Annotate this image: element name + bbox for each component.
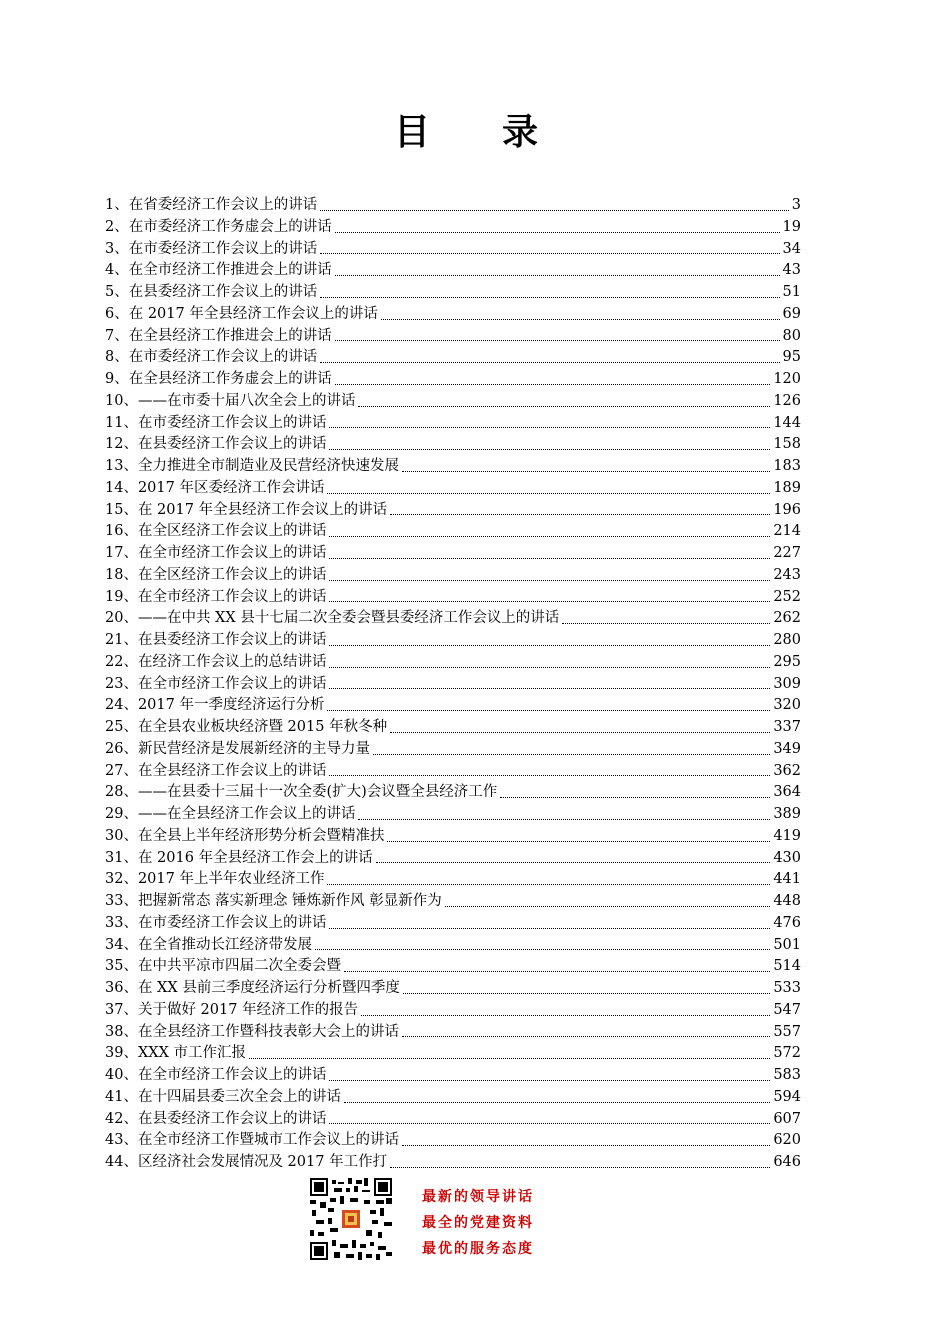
toc-dot-leader — [329, 667, 770, 668]
toc-entry[interactable] — [105, 456, 801, 478]
toc-entry-title: 37、关于做好 2017 年经济工作的报告 — [105, 1001, 359, 1018]
toc-entry-page: 572 — [773, 1045, 801, 1062]
slogan-line: 最新的领导讲话 — [422, 1189, 534, 1205]
toc-entry-page: 514 — [773, 958, 801, 975]
slogans — [422, 1184, 534, 1262]
toc-dot-leader — [562, 623, 770, 624]
toc-entry-page: 120 — [773, 371, 801, 387]
toc-entry-title: 43、在全市经济工作暨城市工作会议上的讲话 — [105, 1132, 399, 1149]
toc-dot-leader — [500, 797, 770, 798]
toc-entry[interactable] — [105, 695, 801, 717]
toc-entry-page: 476 — [773, 914, 801, 931]
toc-entry-page: 80 — [782, 327, 801, 344]
toc-entry[interactable] — [105, 391, 801, 413]
toc-entry-page: 448 — [773, 893, 801, 909]
toc-entry[interactable] — [105, 434, 801, 456]
toc-entry-page: 501 — [773, 936, 801, 953]
toc-dot-leader — [376, 862, 771, 863]
toc-entry[interactable] — [105, 1065, 801, 1087]
toc-entry[interactable] — [105, 869, 801, 891]
toc-entry-title: 23、在全市经济工作会议上的讲话 — [105, 675, 327, 692]
toc-entry-page: 280 — [773, 632, 801, 648]
toc-entry[interactable] — [105, 413, 801, 435]
toc-dot-leader — [390, 514, 770, 515]
toc-dot-leader — [445, 906, 771, 907]
toc-entry[interactable] — [105, 826, 801, 848]
toc-dot-leader — [329, 928, 770, 929]
toc-entry[interactable] — [105, 761, 801, 783]
toc-entry-title: 17、在全市经济工作会议上的讲话 — [105, 545, 327, 561]
toc-entry-title: 42、在县委经济工作会议上的讲话 — [105, 1110, 327, 1127]
toc-entry[interactable] — [105, 195, 801, 217]
toc-entry-page: 349 — [773, 740, 801, 757]
toc-entry-page: 196 — [773, 501, 801, 518]
toc-entry[interactable] — [105, 978, 801, 1000]
toc-dot-leader — [335, 275, 780, 276]
toc-entry-title: 9、在全县经济工作务虚会上的讲话 — [105, 371, 332, 387]
toc-entry-title: 28、——在县委十三届十一次全委(扩大)会议暨全县经济工作 — [105, 784, 498, 801]
toc-entry-title: 14、2017 年区委经济工作会讲话 — [105, 479, 325, 496]
toc-dot-leader — [344, 1102, 770, 1103]
toc-entry-page: 126 — [773, 392, 801, 409]
toc-entry-page: 19 — [782, 218, 801, 235]
toc-entry-page: 583 — [773, 1067, 801, 1083]
toc-dot-leader — [329, 558, 770, 559]
toc-dot-leader — [402, 471, 770, 472]
toc-entry-title: 35、在中共平凉市四届二次全委会暨 — [105, 958, 341, 975]
toc-entry-page: 69 — [782, 305, 801, 322]
toc-entry-title: 1、在省委经济工作会议上的讲话 — [105, 197, 318, 213]
toc-entry-page: 594 — [773, 1088, 801, 1105]
toc-entry-title: 16、在全区经济工作会议上的讲话 — [105, 523, 327, 540]
promo-block — [310, 1178, 630, 1263]
qr-code-icon — [310, 1178, 392, 1260]
toc-entry-page: 362 — [773, 762, 801, 779]
toc-dot-leader — [320, 210, 789, 211]
toc-entry-title: 25、在全县农业板块经济暨 2015 年秋冬种 — [105, 719, 388, 735]
toc-entry-title: 8、在市委经济工作会议上的讲话 — [105, 349, 318, 366]
toc-entry-title: 7、在全县经济工作推进会上的讲话 — [105, 327, 332, 344]
toc-dot-leader — [327, 710, 770, 711]
toc-entry[interactable] — [105, 217, 801, 239]
toc-entry-title: 32、2017 年上半年农业经济工作 — [105, 871, 325, 888]
toc-entry-title: 11、在市委经济工作会议上的讲话 — [105, 414, 327, 431]
toc-entry[interactable] — [105, 956, 801, 978]
toc-entry-title: 10、——在市委十届八次全会上的讲话 — [105, 392, 356, 409]
toc-dot-leader — [327, 493, 770, 494]
toc-entry[interactable] — [105, 1130, 801, 1152]
toc-entry-title: 13、全力推进全市制造业及民营经济快速发展 — [105, 458, 399, 474]
toc-entry[interactable] — [105, 608, 801, 630]
toc-dot-leader — [402, 1036, 770, 1037]
toc-entry[interactable] — [105, 1043, 801, 1065]
toc-entry-page: 3 — [791, 197, 801, 213]
toc-entry[interactable] — [105, 347, 801, 369]
toc-entry-title: 19、在全市经济工作会议上的讲话 — [105, 588, 327, 605]
toc-entry-title: 33、在市委经济工作会议上的讲话 — [105, 914, 327, 931]
toc-entry-title: 12、在县委经济工作会议上的讲话 — [105, 436, 327, 453]
toc-entry-page: 158 — [773, 436, 801, 453]
toc-dot-leader — [315, 949, 770, 950]
toc-dot-leader — [361, 1015, 770, 1016]
toc-dot-leader — [335, 384, 771, 385]
toc-entry[interactable] — [105, 521, 801, 543]
toc-entry[interactable] — [105, 1022, 801, 1044]
toc-entry-page: 262 — [773, 610, 801, 627]
toc-dot-leader — [320, 253, 779, 254]
toc-dot-leader — [329, 601, 770, 602]
toc-dot-leader — [390, 732, 770, 733]
toc-entry-page: 214 — [773, 523, 801, 540]
toc-entry[interactable] — [105, 282, 801, 304]
toc-dot-leader — [344, 971, 770, 972]
toc-entry-title: 3、在市委经济工作会议上的讲话 — [105, 240, 318, 257]
toc-entry-page: 189 — [773, 479, 801, 496]
slogan-line: 最优的服务态度 — [422, 1241, 534, 1257]
toc-entry-page: 320 — [773, 697, 801, 714]
toc-entry-title: 2、在市委经济工作务虚会上的讲话 — [105, 218, 332, 235]
toc-entry[interactable] — [105, 239, 801, 261]
toc-entry[interactable] — [105, 630, 801, 652]
toc-entry[interactable] — [105, 543, 801, 565]
toc-entry[interactable] — [105, 369, 801, 391]
toc-entry-title: 26、新民营经济是发展新经济的主导力量 — [105, 740, 370, 757]
toc-entry[interactable] — [105, 717, 801, 739]
toc-dot-leader — [387, 841, 770, 842]
toc-dot-leader — [329, 1123, 770, 1124]
toc-entry-title: 30、在全县上半年经济形势分析会暨精准扶 — [105, 827, 385, 844]
toc-entry[interactable] — [105, 326, 801, 348]
toc-entry-title: 24、2017 年一季度经济运行分析 — [105, 697, 325, 714]
toc-dot-leader — [335, 232, 780, 233]
toc-entry[interactable] — [105, 652, 801, 674]
toc-entry[interactable] — [105, 1109, 801, 1131]
slogan-line: 最全的党建资料 — [422, 1215, 534, 1231]
toc-entry-page: 295 — [773, 653, 801, 670]
toc-entry[interactable] — [105, 260, 801, 282]
table-of-contents — [105, 195, 801, 1174]
toc-dot-leader — [329, 775, 770, 776]
page-title: 目 录 — [393, 111, 556, 153]
toc-entry-page: 243 — [773, 566, 801, 583]
toc-dot-leader — [329, 536, 770, 537]
toc-entry-title: 41、在十四届县委三次全会上的讲话 — [105, 1088, 341, 1105]
toc-entry-page: 419 — [773, 827, 801, 844]
toc-entry-page: 389 — [773, 806, 801, 822]
toc-entry[interactable] — [105, 935, 801, 957]
toc-entry-page: 620 — [773, 1132, 801, 1149]
toc-entry[interactable] — [105, 478, 801, 500]
toc-dot-leader — [329, 1080, 770, 1081]
toc-entry-page: 364 — [773, 784, 801, 801]
toc-entry-title: 39、XXX 市工作汇报 — [105, 1045, 247, 1062]
toc-entry-title: 21、在县委经济工作会议上的讲话 — [105, 632, 327, 648]
toc-dot-leader — [320, 362, 779, 363]
toc-entry[interactable] — [105, 1152, 801, 1174]
toc-entry[interactable] — [105, 848, 801, 870]
toc-entry-page: 252 — [773, 588, 801, 605]
toc-dot-leader — [381, 319, 780, 320]
toc-dot-leader — [329, 427, 770, 428]
toc-dot-leader — [329, 645, 770, 646]
toc-entry[interactable] — [105, 304, 801, 326]
toc-entry-title: 44、区经济社会发展情况及 2017 年工作打 — [105, 1154, 388, 1170]
toc-entry-page: 441 — [773, 871, 801, 888]
toc-entry-page: 144 — [773, 414, 801, 431]
toc-entry-page: 430 — [773, 849, 801, 866]
toc-entry-title: 5、在县委经济工作会议上的讲话 — [105, 284, 318, 300]
toc-entry-title: 22、在经济工作会议上的总结讲话 — [105, 653, 327, 670]
toc-entry-title: 18、在全区经济工作会议上的讲话 — [105, 566, 327, 583]
toc-entry-page: 95 — [782, 349, 801, 366]
toc-entry[interactable] — [105, 891, 801, 913]
toc-dot-leader — [329, 688, 770, 689]
toc-entry-title: 38、在全县经济工作暨科技表彰大会上的讲话 — [105, 1023, 399, 1040]
toc-entry-page: 183 — [773, 458, 801, 474]
toc-entry-page: 227 — [773, 545, 801, 561]
toc-dot-leader — [329, 449, 770, 450]
toc-dot-leader — [390, 1167, 770, 1168]
toc-entry[interactable] — [105, 739, 801, 761]
toc-dot-leader — [358, 406, 770, 407]
toc-dot-leader — [329, 580, 770, 581]
toc-dot-leader — [327, 884, 770, 885]
toc-dot-leader — [335, 340, 780, 341]
toc-entry-page: 607 — [773, 1110, 801, 1127]
toc-entry-page: 337 — [773, 719, 801, 735]
toc-entry-title: 27、在全县经济工作会议上的讲话 — [105, 762, 327, 779]
toc-entry-title: 31、在 2016 年全县经济工作会上的讲话 — [105, 849, 373, 866]
toc-entry[interactable] — [105, 500, 801, 522]
toc-entry-title: 20、——在中共 XX 县十七届二次全委会暨县委经济工作会议上的讲话 — [105, 610, 560, 627]
toc-entry[interactable] — [105, 1087, 801, 1109]
toc-entry[interactable] — [105, 587, 801, 609]
toc-entry-title: 29、——在全县经济工作会议上的讲话 — [105, 806, 356, 822]
toc-entry-page: 309 — [773, 675, 801, 692]
toc-dot-leader — [402, 1145, 770, 1146]
toc-entry-title: 6、在 2017 年全县经济工作会议上的讲话 — [105, 305, 378, 322]
toc-dot-leader — [249, 1058, 770, 1059]
toc-entry-page: 51 — [782, 284, 801, 300]
toc-entry[interactable] — [105, 674, 801, 696]
toc-entry-page: 557 — [773, 1023, 801, 1040]
toc-entry-page: 34 — [782, 240, 801, 257]
toc-entry[interactable] — [105, 565, 801, 587]
toc-entry-page: 547 — [773, 1001, 801, 1018]
toc-entry[interactable] — [105, 804, 801, 826]
toc-entry-title: 4、在全市经济工作推进会上的讲话 — [105, 262, 332, 279]
toc-entry-page: 43 — [782, 262, 801, 279]
toc-entry[interactable] — [105, 782, 801, 804]
toc-entry[interactable] — [105, 913, 801, 935]
toc-entry-title: 34、在全省推动长江经济带发展 — [105, 936, 312, 953]
toc-entry-page: 533 — [773, 980, 801, 996]
toc-dot-leader — [320, 297, 779, 298]
toc-entry-title: 15、在 2017 年全县经济工作会议上的讲话 — [105, 501, 388, 518]
toc-dot-leader — [403, 993, 770, 994]
toc-entry-page: 646 — [773, 1154, 801, 1170]
toc-entry[interactable] — [105, 1000, 801, 1022]
toc-entry-title: 36、在 XX 县前三季度经济运行分析暨四季度 — [105, 980, 400, 996]
toc-entry-title: 33、把握新常态 落实新理念 锤炼新作风 彰显新作为 — [105, 893, 442, 909]
toc-dot-leader — [358, 819, 770, 820]
toc-dot-leader — [373, 754, 770, 755]
toc-entry-title: 40、在全市经济工作会议上的讲话 — [105, 1067, 327, 1083]
